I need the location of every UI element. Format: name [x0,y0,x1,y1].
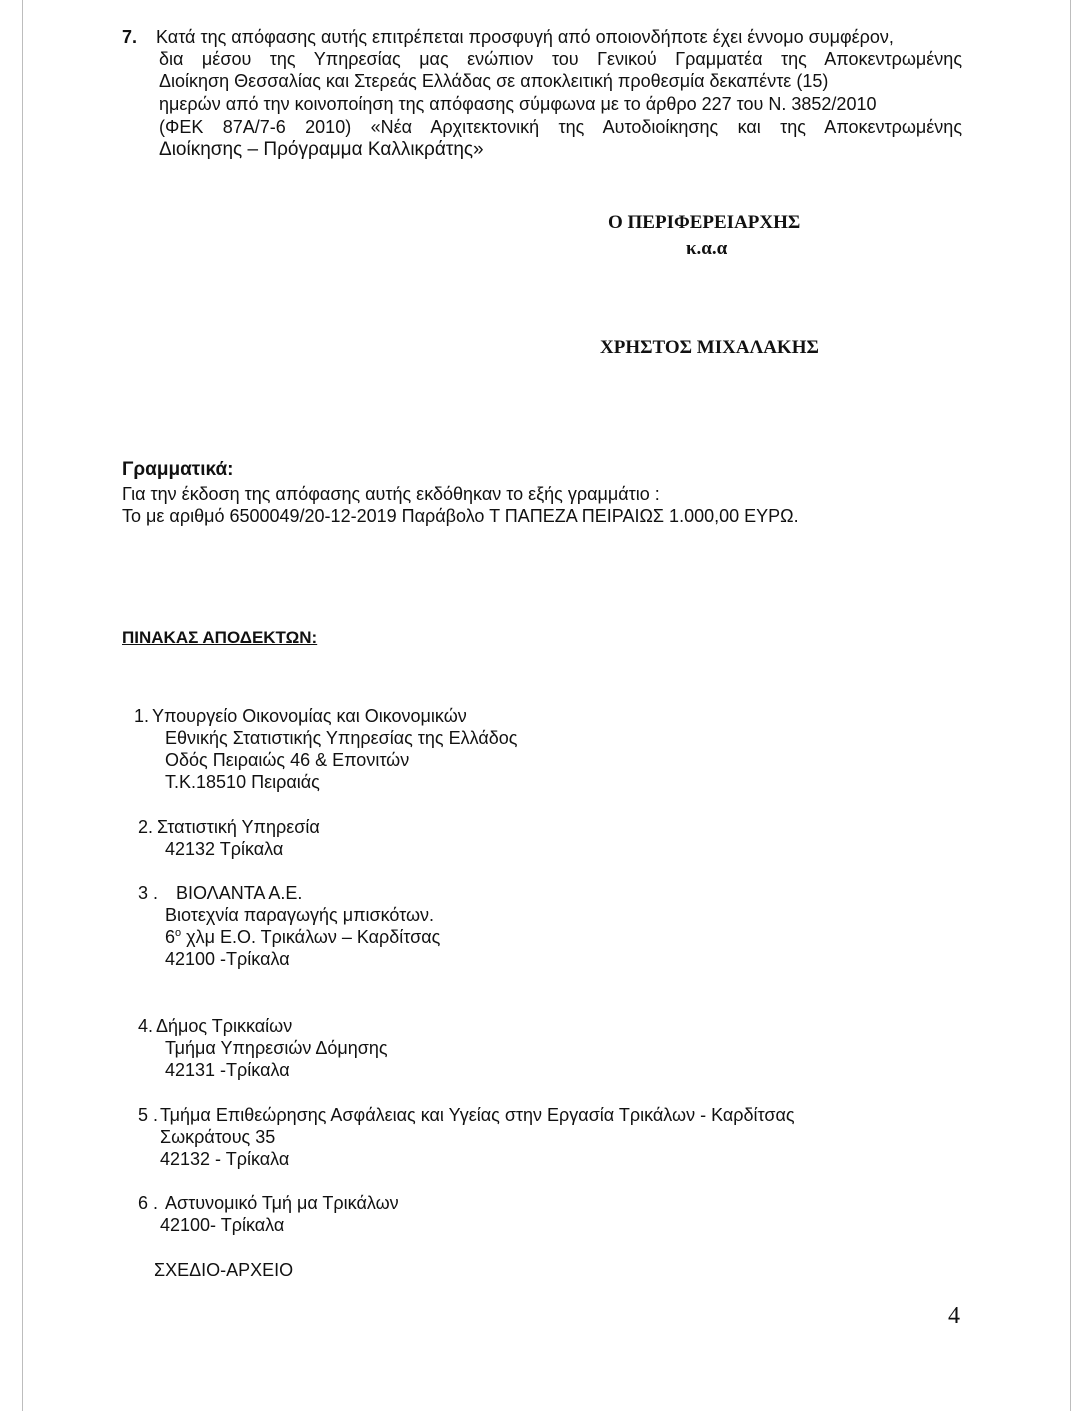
recipient-6-name: Αστυνομικό Τμή μα Τρικάλων [165,1193,399,1213]
signature-subtitle: κ.α.α [686,238,728,259]
recipient-6-line-1: 42100- Τρίκαλα [160,1215,285,1235]
page-right-border [1070,0,1071,1411]
recipient-3-address: $6^o$ χλμ Ε.Ο. Τρικάλων – Καρδίτσας [165,927,441,947]
recipient-4-line-2: 42131 -Τρίκαλα [165,1060,290,1080]
recipient-1-number: 1. [134,706,150,726]
recipient-3-name: ΒΙΟΛΑΝΤΑ Α.Ε. [176,883,303,903]
recipient-2-number: 2. [138,817,154,837]
paragraph-line-6: Διοίκησης – Πρόγραμμα Καλλικράτης» [159,139,484,160]
recipient-2-name: Στατιστική Υπηρεσία [157,817,320,837]
recipient-1-line-3: Τ.Κ.18510 Πειραιάς [165,772,320,792]
paragraph-line-3: Διοίκηση Θεσσαλίας και Στερεάς Ελλάδας σε αποκλειτική προθεσμία δεκαπέντε (15) [159,71,829,91]
page-number: 4 [948,1303,960,1329]
recipient-2-line-1: 42132 Τρίκαλα [165,839,284,859]
recipient-1-line-1: Εθνικής Στατιστικής Υπηρεσίας της Ελλάδος [165,728,518,748]
recipient-4-number: 4. [138,1016,154,1036]
fees-heading: Γραμματικά: [122,459,234,480]
recipient-6-number: 6 . [138,1193,159,1213]
recipient-5-line-2: 42132 - Τρίκαλα [160,1149,290,1169]
paragraph-line-2: δια μέσου της Υπηρεσίας μας ενώπιον του Γενικού Γραμματέα της Αποκεντρωμένης [159,49,962,69]
fees-line-2: Το με αριθμό 6500049/20-12-2019 Παράβολο Τ ΠΑΠΕΖΑ ΠΕΙΡΑΙΩΣ 1.000,00 ΕΥΡΩ. [122,506,799,526]
recipient-3-number: 3 . [138,883,159,903]
signature-name: ΧΡΗΣΤΟΣ ΜΙΧΑΛΑΚΗΣ [600,337,819,358]
recipients-heading: ΠΙΝΑΚΑΣ ΑΠΟΔΕΚΤΩΝ: [122,628,318,647]
recipient-5-name: Τμήμα Επιθεώρησης Ασφάλειας και Υγείας στην Εργασία Τρικάλων - Καρδίτσας [160,1105,795,1125]
signature-title: Ο ΠΕΡΙΦΕΡΕΙΑΡΧΗΣ [608,212,801,233]
recipient-4-name: Δήμος Τρικκαίων [156,1016,293,1036]
recipient-1-line-2: Οδός Πειραιώς 46 & Επονιτών [165,750,410,770]
paragraph-line-4: ημερών από την κοινοποίηση της απόφασης σύμφωνα με το άρθρο 227 του Ν. 3852/2010 [159,94,877,114]
recipient-5-line-1: Σωκράτους 35 [160,1127,276,1147]
page-left-border [22,0,23,1411]
recipient-3-postcode: 42100 -Τρίκαλα [165,949,290,969]
fees-line-1: Για την έκδοση της απόφασης αυτής εκδόθηκαν το εξής γραμμάτιο : [122,484,660,504]
draft-archive-label: ΣΧΕΔΙΟ-ΑΡΧΕΙΟ [154,1260,294,1280]
recipient-1-name: Υπουργείο Οικονομίας και Οικονομικών [152,706,467,726]
recipient-4-line-1: Τμήμα Υπηρεσιών Δόμησης [165,1038,388,1058]
recipient-5-number: 5 . [138,1105,159,1125]
recipient-3-line-1: Βιοτεχνία παραγωγής μπισκότων. [165,905,435,925]
paragraph-line-5: (ΦΕΚ 87Α/7-6 2010) «Νέα Αρχιτεκτονική της Αυτοδιοίκησης και της Αποκεντρωμένης [159,117,962,137]
paragraph-number: 7. [122,27,138,47]
paragraph-line-1: Κατά της απόφασης αυτής επιτρέπεται προσφυγή από οποιονδήποτε έχει έννομο συμφέρον, [156,27,894,47]
